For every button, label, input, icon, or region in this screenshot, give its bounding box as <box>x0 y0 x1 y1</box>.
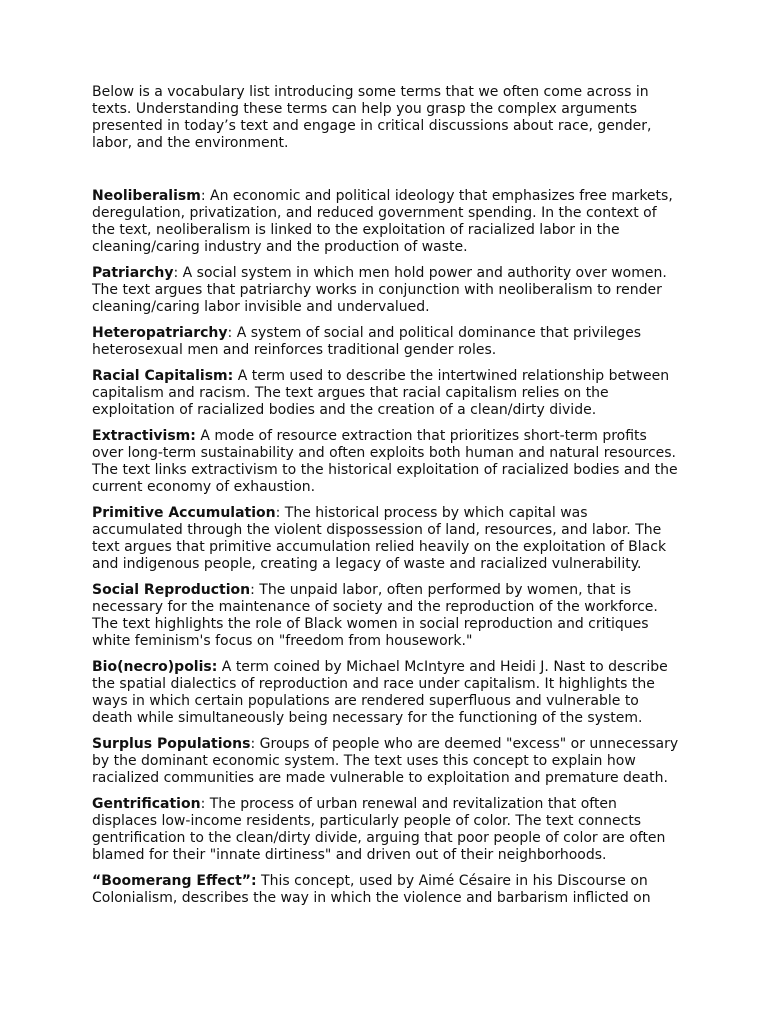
vocab-term: Neoliberalism <box>92 188 201 204</box>
vocab-term: Social Reproduction <box>92 582 251 598</box>
vocab-term: Bio(necro)polis: <box>92 659 218 675</box>
intro-paragraph: Below is a vocabulary list introducing some terms that we often come across in texts. Understanding these terms can help you grasp the complex arguments presented in today’s text and engage in critical discussions about race, gender, labor, and the environment. <box>92 84 652 151</box>
vocab-entry-surplus-populations <box>92 736 682 787</box>
vocab-entry-patriarchy <box>92 265 682 316</box>
vocab-term: Extractivism: <box>92 428 196 444</box>
vocab-entry-boomerang-effect <box>92 873 682 907</box>
vocab-definition: : An economic and political ideology that emphasizes free markets, deregulation, privatization, and reduced government spending. In the context of the text, neoliberalism is linked to the exploitation of racialized labor in the cleaning/caring industry and the production of waste. <box>92 188 673 255</box>
vocab-entry-heteropatriarchy <box>92 325 682 359</box>
vocab-term: Heteropatriarchy <box>92 325 228 341</box>
vocab-term: Surplus Populations <box>92 736 251 752</box>
vocab-definition: : A social system in which men hold power and authority over women. The text argues that patriarchy works in conjunction with neoliberalism to render cleaning/caring labor invisible and undervalued. <box>92 265 667 315</box>
vocab-definition: : Groups of people who are deemed "excess" or unnecessary by the dominant economic system. The text uses this concept to explain how racialized communities are made vulnerable to exploitation and premature death. <box>92 736 679 786</box>
vocab-entry-neoliberalism <box>92 188 682 256</box>
vocab-term: Patriarchy <box>92 265 174 281</box>
vocab-entry-social-reproduction <box>92 582 682 650</box>
vocab-term: Racial Capitalism: <box>92 368 234 384</box>
vocab-definition: A term coined by Michael McIntyre and Heidi J. Nast to describe the spatial dialectics of reproduction and race under capitalism. It highlights the ways in which certain populations are rendered superfluous and vulnerable to death while simultaneously being necessary for the functioning of the system. <box>92 659 668 726</box>
vocab-entry-gentrification <box>92 796 682 864</box>
vocab-entry-bionecropolis <box>92 659 682 727</box>
vocab-term: Gentrification <box>92 796 201 812</box>
vocab-definition: : The unpaid labor, often performed by women, that is necessary for the maintenance of society and the reproduction of the workforce. The text highlights the role of Black women in social reproduction and critiques white feminism's focus on "freedom from housework." <box>92 582 658 649</box>
vocab-definition: : A system of social and political dominance that privileges heterosexual men and reinforces traditional gender roles. <box>92 325 642 358</box>
vocab-definition: A mode of resource extraction that prioritizes short-term profits over long-term sustainability and often exploits both human and natural resources. The text links extractivism to the historical exploitation of racialized bodies and the current economy of exhaustion. <box>92 428 678 495</box>
vocab-entry-primitive-accumulation <box>92 505 682 573</box>
vocab-entry-racial-capitalism <box>92 368 682 419</box>
vocab-definition: : The historical process by which capital was accumulated through the violent dispossession of land, resources, and labor. The text argues that primitive accumulation relied heavily on the exploitation of Black and indigenous people, creating a legacy of waste and racialized vulnerability. <box>92 505 667 572</box>
vocab-entry-extractivism <box>92 428 682 496</box>
vocab-term: Primitive Accumulation <box>92 505 276 521</box>
vocab-definition: This concept, used by Aimé Césaire in his Discourse on Colonialism, describes the way in which the violence and barbarism inflicted on <box>92 873 651 906</box>
document-page <box>92 84 682 916</box>
vocab-definition: : The process of urban renewal and revitalization that often displaces low-income residents, particularly people of color. The text connects gentrification to the clean/dirty divide, arguing that poor people of color are often blamed for their "innate dirtiness" and driven out of their neighborhoods. <box>92 796 666 863</box>
vocab-term: “Boomerang Effect”: <box>92 873 257 889</box>
vocab-definition: A term used to describe the intertwined relationship between capitalism and racism. The text argues that racial capitalism relies on the exploitation of racialized bodies and the creation of a clean/dirty divide. <box>92 368 670 418</box>
